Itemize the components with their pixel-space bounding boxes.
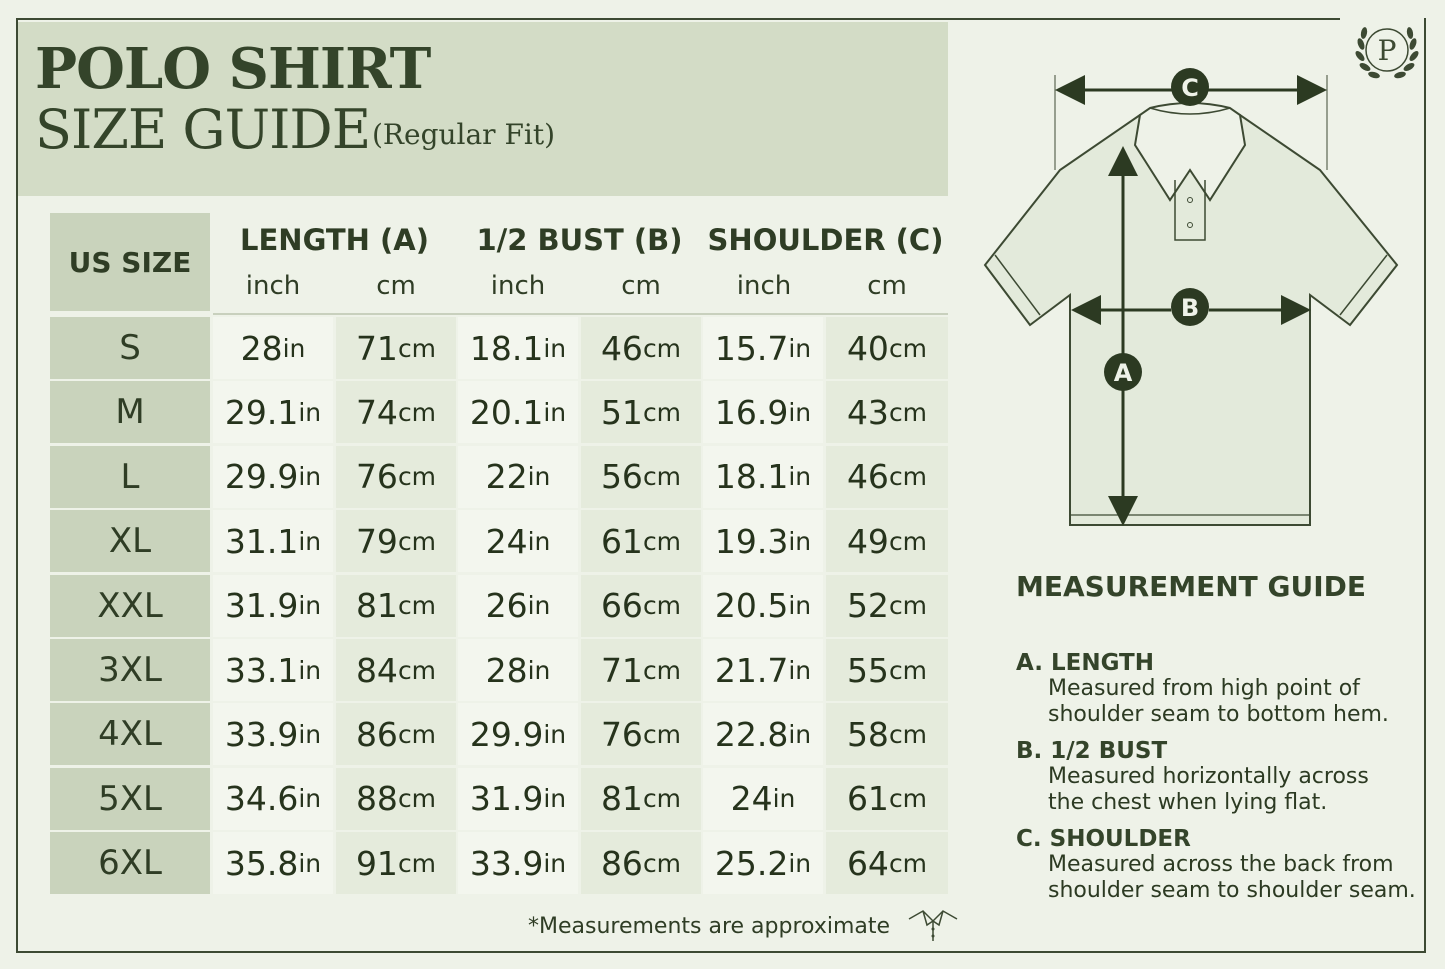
- measurement-cell: [826, 703, 948, 765]
- table-row: [50, 446, 950, 508]
- table-row: [50, 575, 950, 637]
- guide-item-heading: C. SHOULDER: [1016, 826, 1191, 852]
- measurement-cell: [703, 703, 823, 765]
- table-row: [50, 703, 950, 765]
- measurement-value: 33.9: [224, 714, 299, 754]
- table-row: [50, 768, 950, 830]
- guide-item-desc: Measured from high point of: [1048, 676, 1360, 701]
- measurement-unit: in: [527, 591, 551, 621]
- measurement-value: 18.1: [714, 457, 789, 497]
- measurement-cell: [213, 446, 333, 508]
- size-cell: 4XL: [50, 703, 210, 765]
- measurement-unit: cm: [397, 784, 437, 814]
- measurement-value: 58: [846, 714, 889, 754]
- unit-header: cm: [867, 271, 907, 301]
- measurement-value: 31.1: [224, 521, 299, 561]
- measurement-value: 86: [600, 843, 643, 883]
- measurement-value: 22.8: [714, 714, 789, 754]
- measurement-cell: [826, 575, 948, 637]
- measurement-unit: cm: [642, 719, 682, 749]
- measurement-value: 24: [485, 521, 528, 561]
- diagram-label-a: A: [1113, 359, 1133, 387]
- table-row: [50, 381, 950, 443]
- measurement-cell: [826, 446, 948, 508]
- measurement-value: 18.1: [469, 328, 544, 368]
- guide-item-bust: [1016, 738, 1428, 816]
- measurement-unit: cm: [888, 719, 928, 749]
- measurement-unit: cm: [888, 526, 928, 556]
- measurement-cell: [213, 832, 333, 894]
- measurement-cell: [703, 381, 823, 443]
- measurement-cell: [581, 639, 701, 701]
- measurement-cell: [703, 446, 823, 508]
- size-cell: XL: [50, 510, 210, 572]
- measurement-unit: in: [298, 591, 322, 621]
- size-cell: S: [50, 317, 210, 379]
- measurement-value: 43: [846, 392, 889, 432]
- measurement-unit: in: [772, 784, 796, 814]
- measurement-unit: in: [788, 591, 812, 621]
- measurement-cell: [458, 703, 578, 765]
- measurement-value: 26: [485, 586, 528, 626]
- measurement-cell: [703, 639, 823, 701]
- measurement-cell: [703, 832, 823, 894]
- measurement-value: 34.6: [224, 779, 299, 819]
- measurement-value: 28: [240, 328, 283, 368]
- measurement-value: 29.1: [224, 392, 299, 432]
- measurement-value: 64: [846, 843, 889, 883]
- measurement-unit: in: [527, 462, 551, 492]
- title-line-2: SIZE GUIDE: [35, 98, 371, 161]
- measurement-unit: in: [543, 719, 567, 749]
- measurement-value: 31.9: [224, 586, 299, 626]
- guide-item-heading: A. LENGTH: [1016, 650, 1154, 676]
- measurement-cell: [703, 575, 823, 637]
- measurement-cell: [458, 446, 578, 508]
- footnote: *Measurements are approximate: [528, 914, 891, 939]
- measurement-unit: in: [788, 397, 812, 427]
- measurement-value: 29.9: [224, 457, 299, 497]
- guide-item-desc: Measured across the back from: [1048, 852, 1394, 877]
- measurement-cell: [826, 639, 948, 701]
- measurement-value: 61: [846, 779, 889, 819]
- measurement-cell: [336, 446, 456, 508]
- measurement-cell: [336, 832, 456, 894]
- measurement-value: 76: [355, 457, 398, 497]
- table-row: [50, 317, 950, 379]
- measurement-value: 19.3: [714, 521, 789, 561]
- measurement-unit: in: [527, 526, 551, 556]
- measurement-value: 15.7: [714, 328, 789, 368]
- measurement-unit: cm: [642, 526, 682, 556]
- measurement-unit: cm: [397, 333, 437, 363]
- measurement-unit: in: [298, 719, 322, 749]
- unit-header: cm: [376, 271, 416, 301]
- measurement-value: 31.9: [469, 779, 544, 819]
- guide-item-shoulder: [1016, 826, 1428, 904]
- measurement-cell: [826, 381, 948, 443]
- measurement-cell: [213, 703, 333, 765]
- size-cell: XXL: [50, 575, 210, 637]
- measurement-unit: in: [788, 848, 812, 878]
- measurement-cell: [581, 446, 701, 508]
- measurement-value: 55: [846, 650, 889, 690]
- measurement-unit: cm: [397, 655, 437, 685]
- measurement-unit: in: [298, 784, 322, 814]
- measurement-unit: in: [527, 655, 551, 685]
- guide-item-desc: shoulder seam to bottom hem.: [1048, 702, 1389, 727]
- measurement-value: 71: [355, 328, 398, 368]
- measurement-cell: [213, 575, 333, 637]
- measurement-value: 81: [355, 586, 398, 626]
- measurement-unit: in: [298, 462, 322, 492]
- measurement-value: 74: [355, 392, 398, 432]
- size-cell: 3XL: [50, 639, 210, 701]
- measurement-cell: [458, 381, 578, 443]
- guide-item-length: [1016, 650, 1428, 728]
- measurement-cell: [458, 832, 578, 894]
- measurement-cell: [213, 510, 333, 572]
- measurement-cell: [581, 768, 701, 830]
- table-row: [50, 510, 950, 572]
- measurement-unit: cm: [642, 397, 682, 427]
- measurement-unit: cm: [642, 655, 682, 685]
- measurement-cell: [703, 510, 823, 572]
- size-cell: L: [50, 446, 210, 508]
- polo-shirt-diagram-icon: [975, 60, 1405, 540]
- table-row: [50, 832, 950, 894]
- measurement-unit: cm: [888, 591, 928, 621]
- measurement-value: 76: [600, 714, 643, 754]
- guide-item-heading: B. 1/2 BUST: [1016, 738, 1168, 764]
- fit-label: (Regular Fit): [372, 118, 556, 151]
- measurement-value: 71: [600, 650, 643, 690]
- diagram-label-c: C: [1181, 74, 1199, 102]
- measurement-cell: [581, 381, 701, 443]
- measurement-value: 46: [600, 328, 643, 368]
- measurement-cell: [458, 639, 578, 701]
- guide-item-desc: the chest when lying flat.: [1048, 790, 1328, 815]
- measurement-unit: cm: [888, 848, 928, 878]
- shoulder-header: SHOULDER (C): [707, 223, 944, 257]
- measurement-unit: in: [788, 462, 812, 492]
- measurement-value: 79: [355, 521, 398, 561]
- measurement-unit: cm: [397, 462, 437, 492]
- size-cell: 6XL: [50, 832, 210, 894]
- measurement-cell: [703, 768, 823, 830]
- diagram-label-b: B: [1180, 294, 1200, 322]
- measurement-cell: [826, 510, 948, 572]
- measurement-value: 24: [730, 779, 773, 819]
- measurement-value: 29.9: [469, 714, 544, 754]
- measurement-value: 20.5: [714, 586, 789, 626]
- measurement-cell: [581, 703, 701, 765]
- measurement-value: 16.9: [714, 392, 789, 432]
- measurement-unit: cm: [888, 333, 928, 363]
- measurement-cell: [213, 317, 333, 379]
- measurement-cell: [581, 832, 701, 894]
- unit-header: inch: [490, 271, 546, 301]
- measurement-unit: in: [543, 848, 567, 878]
- measurement-value: 56: [600, 457, 643, 497]
- measurement-cell: [213, 381, 333, 443]
- unit-header: inch: [736, 271, 792, 301]
- header-divider: [213, 313, 948, 315]
- measurement-guide-title: MEASUREMENT GUIDE: [1016, 570, 1367, 603]
- measurement-value: 22: [485, 457, 528, 497]
- measurement-value: 21.7: [714, 650, 789, 690]
- measurement-unit: in: [543, 333, 567, 363]
- measurement-unit: cm: [888, 462, 928, 492]
- measurement-value: 51: [600, 392, 643, 432]
- measurement-unit: in: [298, 526, 322, 556]
- table-row: [50, 639, 950, 701]
- measurement-unit: in: [298, 655, 322, 685]
- measurement-cell: [581, 575, 701, 637]
- measurement-cell: [336, 510, 456, 572]
- measurement-value: 28: [485, 650, 528, 690]
- measurement-cell: [458, 510, 578, 572]
- measurement-cell: [703, 317, 823, 379]
- measurement-cell: [213, 639, 333, 701]
- measurement-value: 86: [355, 714, 398, 754]
- measurement-unit: cm: [888, 655, 928, 685]
- measurement-value: 25.2: [714, 843, 789, 883]
- measurement-cell: [826, 317, 948, 379]
- measurement-unit: cm: [397, 848, 437, 878]
- measurement-unit: cm: [642, 462, 682, 492]
- measurement-cell: [336, 703, 456, 765]
- guide-item-desc: shoulder seam to shoulder seam.: [1048, 878, 1416, 903]
- length-header: LENGTH (A): [240, 223, 429, 257]
- measurement-unit: cm: [397, 526, 437, 556]
- size-cell: 5XL: [50, 768, 210, 830]
- bust-header: 1/2 BUST (B): [476, 223, 683, 257]
- measurement-cell: [213, 768, 333, 830]
- measurement-unit: cm: [642, 784, 682, 814]
- measurement-cell: [581, 317, 701, 379]
- polo-collar-icon: [905, 905, 961, 945]
- measurement-unit: in: [543, 397, 567, 427]
- measurement-cell: [458, 317, 578, 379]
- measurement-unit: in: [543, 784, 567, 814]
- measurement-value: 33.9: [469, 843, 544, 883]
- measurement-unit: cm: [397, 397, 437, 427]
- measurement-cell: [336, 639, 456, 701]
- measurement-value: 88: [355, 779, 398, 819]
- measurement-cell: [336, 768, 456, 830]
- measurement-unit: cm: [642, 591, 682, 621]
- measurement-value: 66: [600, 586, 643, 626]
- measurement-value: 81: [600, 779, 643, 819]
- measurement-unit: in: [788, 526, 812, 556]
- measurement-cell: [826, 832, 948, 894]
- measurement-value: 49: [846, 521, 889, 561]
- measurement-unit: cm: [642, 333, 682, 363]
- measurement-unit: cm: [642, 848, 682, 878]
- measurement-value: 52: [846, 586, 889, 626]
- measurement-value: 20.1: [469, 392, 544, 432]
- measurement-cell: [336, 575, 456, 637]
- measurement-value: 35.8: [224, 843, 299, 883]
- title-line-1: POLO SHIRT: [35, 36, 431, 102]
- measurement-unit: in: [788, 333, 812, 363]
- measurement-cell: [826, 768, 948, 830]
- measurement-unit: in: [788, 719, 812, 749]
- measurement-unit: in: [282, 333, 306, 363]
- measurement-cell: [581, 510, 701, 572]
- measurement-cell: [336, 317, 456, 379]
- measurement-unit: cm: [888, 784, 928, 814]
- size-cell: M: [50, 381, 210, 443]
- measurement-unit: in: [788, 655, 812, 685]
- measurement-unit: cm: [397, 591, 437, 621]
- measurement-value: 40: [846, 328, 889, 368]
- unit-header: cm: [621, 271, 661, 301]
- measurement-cell: [458, 575, 578, 637]
- measurement-unit: in: [298, 848, 322, 878]
- measurement-value: 91: [355, 843, 398, 883]
- measurement-cell: [336, 381, 456, 443]
- measurement-cell: [458, 768, 578, 830]
- logo-letter: P: [1377, 34, 1397, 67]
- guide-item-desc: Measured horizontally across: [1048, 764, 1369, 789]
- measurement-value: 46: [846, 457, 889, 497]
- measurement-value: 33.1: [224, 650, 299, 690]
- measurement-value: 61: [600, 521, 643, 561]
- us-size-header: US SIZE: [50, 213, 210, 311]
- measurement-value: 84: [355, 650, 398, 690]
- measurement-unit: cm: [888, 397, 928, 427]
- measurement-unit: cm: [397, 719, 437, 749]
- measurement-unit: in: [298, 397, 322, 427]
- unit-header: inch: [245, 271, 301, 301]
